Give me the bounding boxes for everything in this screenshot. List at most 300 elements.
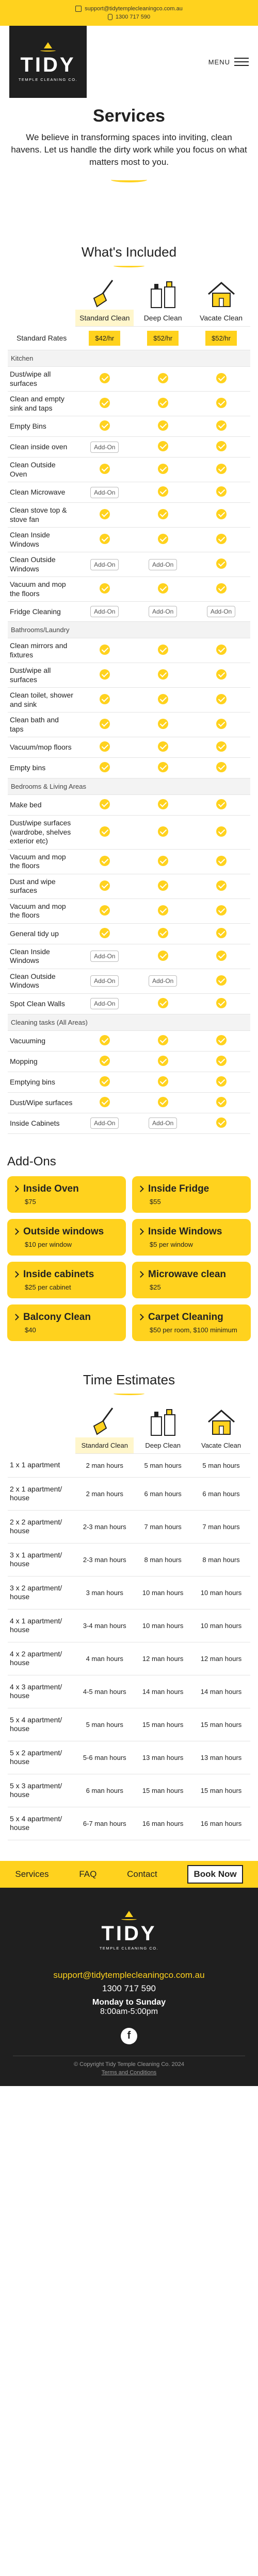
addon-name: Outside windows bbox=[23, 1226, 104, 1237]
check-icon bbox=[216, 464, 227, 474]
check-icon bbox=[158, 826, 168, 837]
table-row bbox=[8, 1807, 250, 1840]
column-header: Vacate Clean bbox=[192, 1437, 250, 1454]
table-row bbox=[8, 1477, 250, 1510]
property-type: 5 x 3 apartment/ house bbox=[8, 1774, 75, 1807]
bottles-icon bbox=[145, 278, 181, 310]
hours-estimate: 6 man hours bbox=[192, 1477, 250, 1510]
hours-estimate: 10 man hours bbox=[192, 1576, 250, 1609]
addon-badge: Add-On bbox=[149, 975, 177, 987]
task-label: Vacuuming bbox=[8, 1030, 75, 1051]
hero-text: We believe in transforming spaces into inviting, clean havens. Let us handle the dirty work while you focus on what matters most to you. bbox=[11, 132, 247, 167]
check-icon bbox=[100, 1097, 110, 1107]
check-icon bbox=[100, 645, 110, 655]
addon-badge: Add-On bbox=[90, 442, 119, 453]
logo-name: TIDY bbox=[20, 53, 76, 76]
topbar-email[interactable]: support@tidytemplecleaningco.com.au bbox=[85, 6, 183, 12]
addon-price: $40 bbox=[25, 1326, 36, 1334]
hours-estimate: 7 man hours bbox=[134, 1510, 192, 1543]
addon-price: $25 per cabinet bbox=[25, 1283, 71, 1291]
check-icon bbox=[158, 645, 168, 655]
check-icon bbox=[158, 880, 168, 891]
check-icon bbox=[216, 1056, 227, 1066]
table-row bbox=[8, 1609, 250, 1642]
check-icon bbox=[216, 905, 227, 916]
check-icon bbox=[158, 398, 168, 408]
table-row bbox=[8, 713, 250, 737]
estimates-title: Time Estimates bbox=[83, 1371, 175, 1387]
addon-card bbox=[7, 1304, 126, 1341]
rate-badge: $42/hr bbox=[89, 331, 120, 346]
chevron-right-icon bbox=[137, 1229, 144, 1235]
addon-badge: Add-On bbox=[149, 606, 177, 617]
check-icon bbox=[216, 534, 227, 544]
check-icon bbox=[158, 1056, 168, 1066]
table-row bbox=[8, 944, 250, 969]
hours-estimate: 13 man hours bbox=[192, 1741, 250, 1774]
hours-estimate: 4-5 man hours bbox=[75, 1675, 134, 1708]
table-row bbox=[8, 1741, 250, 1774]
check-icon bbox=[216, 880, 227, 891]
check-icon bbox=[216, 486, 227, 497]
check-icon bbox=[100, 799, 110, 809]
check-icon bbox=[216, 1035, 227, 1045]
property-type: 4 x 1 apartment/ house bbox=[8, 1609, 75, 1642]
task-label: Dust and wipe surfaces bbox=[8, 874, 75, 899]
squiggle-divider bbox=[114, 1392, 144, 1395]
table-row bbox=[8, 816, 250, 850]
logo-name: TIDY bbox=[101, 1922, 157, 1945]
logo-tagline: TEMPLE CLEANING CO. bbox=[99, 1946, 159, 1951]
hours-estimate: 15 man hours bbox=[134, 1774, 192, 1807]
table-row bbox=[8, 663, 250, 688]
table-row bbox=[8, 552, 250, 577]
check-icon bbox=[158, 1076, 168, 1087]
task-label: Vacuum and mop the floors bbox=[8, 849, 75, 874]
chevron-right-icon bbox=[12, 1314, 19, 1321]
menu-label: MENU bbox=[208, 58, 230, 66]
rate-badge: $52/hr bbox=[205, 331, 237, 346]
hours-estimate: 2 man hours bbox=[75, 1453, 134, 1477]
table-row bbox=[8, 1774, 250, 1807]
task-label: Clean Inside Windows bbox=[8, 944, 75, 969]
check-icon bbox=[100, 669, 110, 680]
estimates-table bbox=[8, 1405, 250, 1840]
table-row bbox=[8, 638, 250, 663]
task-label: Clean and empty sink and taps bbox=[8, 392, 75, 416]
check-icon bbox=[158, 1097, 168, 1107]
table-row bbox=[8, 737, 250, 758]
table-row bbox=[8, 457, 250, 482]
task-label: Clean Outside Windows bbox=[8, 969, 75, 993]
check-icon bbox=[216, 856, 227, 866]
bottom-nav bbox=[0, 1861, 258, 1888]
column-icon-1 bbox=[134, 1405, 192, 1437]
property-type: 1 x 1 apartment bbox=[8, 1453, 75, 1477]
hours-estimate: 8 man hours bbox=[192, 1543, 250, 1576]
check-icon bbox=[158, 669, 168, 680]
table-row bbox=[8, 1092, 250, 1113]
hours-estimate: 16 man hours bbox=[192, 1807, 250, 1840]
table-row bbox=[8, 1030, 250, 1051]
section-heading: Kitchen bbox=[8, 350, 250, 367]
task-label: Inside Cabinets bbox=[8, 1113, 75, 1133]
check-icon bbox=[216, 1097, 227, 1107]
email-icon bbox=[75, 6, 82, 12]
table-row bbox=[8, 392, 250, 416]
addon-name: Inside Fridge bbox=[148, 1183, 209, 1194]
table-row bbox=[8, 1543, 250, 1576]
check-icon bbox=[100, 928, 110, 938]
check-icon bbox=[158, 694, 168, 704]
chevron-right-icon bbox=[137, 1314, 144, 1321]
addon-price: $25 bbox=[150, 1283, 161, 1291]
property-type: 5 x 2 apartment/ house bbox=[8, 1741, 75, 1774]
task-label: Empty Bins bbox=[8, 416, 75, 437]
hours-estimate: 15 man hours bbox=[192, 1708, 250, 1741]
check-icon bbox=[158, 928, 168, 938]
table-row bbox=[8, 503, 250, 528]
addon-price: $50 per room, $100 minimum bbox=[150, 1326, 237, 1334]
check-icon bbox=[216, 928, 227, 938]
hours-estimate: 10 man hours bbox=[134, 1576, 192, 1609]
task-label: Dust/wipe surfaces (wardrobe, shelves exterior etc) bbox=[8, 816, 75, 850]
addon-card bbox=[132, 1304, 251, 1341]
addon-card bbox=[132, 1176, 251, 1213]
check-icon bbox=[216, 826, 227, 837]
task-label: Vacuum/mop floors bbox=[8, 737, 75, 758]
check-icon bbox=[100, 880, 110, 891]
task-label: Clean Outside Oven bbox=[8, 457, 75, 482]
check-icon bbox=[100, 420, 110, 431]
hours-estimate: 6-7 man hours bbox=[75, 1807, 134, 1840]
addon-card bbox=[132, 1262, 251, 1298]
hours-estimate: 3-4 man hours bbox=[75, 1609, 134, 1642]
check-icon bbox=[100, 464, 110, 474]
book-now-button[interactable]: Book Now bbox=[187, 1865, 243, 1884]
addons-title: Add-Ons bbox=[7, 1154, 56, 1168]
addons-grid bbox=[0, 1176, 258, 1341]
bottles-icon bbox=[145, 1405, 181, 1437]
hours-estimate: 4 man hours bbox=[75, 1642, 134, 1675]
task-label: Vacuum and mop the floors bbox=[8, 899, 75, 923]
hours-estimate: 10 man hours bbox=[192, 1609, 250, 1642]
hours-estimate: 3 man hours bbox=[75, 1576, 134, 1609]
check-icon bbox=[100, 583, 110, 594]
hours-estimate: 2 man hours bbox=[75, 1477, 134, 1510]
property-type: 2 x 2 apartment/ house bbox=[8, 1510, 75, 1543]
hours-estimate: 5 man hours bbox=[75, 1708, 134, 1741]
check-icon bbox=[216, 975, 227, 986]
table-row bbox=[8, 1642, 250, 1675]
drop-icon bbox=[44, 42, 52, 48]
check-icon bbox=[158, 905, 168, 916]
task-label: Vacuum and mop the floors bbox=[8, 577, 75, 602]
check-icon bbox=[216, 441, 227, 451]
task-label: Empty bins bbox=[8, 758, 75, 778]
check-icon bbox=[216, 420, 227, 431]
addon-badge: Add-On bbox=[149, 1117, 177, 1129]
check-icon bbox=[216, 398, 227, 408]
check-icon bbox=[158, 719, 168, 729]
section-heading: Bedrooms & Living Areas bbox=[8, 778, 250, 795]
rate-badge: $52/hr bbox=[147, 331, 179, 346]
property-type: 5 x 4 apartment/ house bbox=[8, 1807, 75, 1840]
hours-estimate: 10 man hours bbox=[134, 1609, 192, 1642]
topbar-phone[interactable]: 1300 717 590 bbox=[115, 14, 151, 20]
hours-estimate: 8 man hours bbox=[134, 1543, 192, 1576]
hours-estimate: 16 man hours bbox=[134, 1807, 192, 1840]
addon-badge: Add-On bbox=[149, 559, 177, 570]
terms-link[interactable]: Terms and Conditions bbox=[101, 2069, 157, 2076]
hours-estimate: 2-3 man hours bbox=[75, 1510, 134, 1543]
task-label: Spot Clean Walls bbox=[8, 993, 75, 1014]
check-icon bbox=[100, 905, 110, 916]
check-icon bbox=[100, 826, 110, 837]
check-icon bbox=[100, 509, 110, 519]
hours-estimate: 12 man hours bbox=[134, 1642, 192, 1675]
table-row bbox=[8, 899, 250, 923]
house-icon bbox=[203, 278, 239, 310]
hero-section bbox=[0, 98, 258, 193]
addon-price: $5 per window bbox=[150, 1240, 193, 1248]
check-icon bbox=[158, 464, 168, 474]
property-type: 4 x 2 apartment/ house bbox=[8, 1642, 75, 1675]
table-row bbox=[8, 688, 250, 713]
check-icon bbox=[100, 1076, 110, 1087]
check-icon bbox=[216, 1117, 227, 1128]
check-icon bbox=[158, 509, 168, 519]
column-header: Deep Clean bbox=[134, 1437, 192, 1454]
task-label: Clean inside oven bbox=[8, 437, 75, 457]
table-row bbox=[8, 993, 250, 1014]
addon-name: Inside cabinets bbox=[23, 1268, 94, 1280]
addon-card bbox=[7, 1219, 126, 1256]
table-row bbox=[8, 1510, 250, 1543]
drop-icon bbox=[125, 1911, 133, 1917]
column-icon-0 bbox=[75, 278, 134, 310]
task-label: Clean Microwave bbox=[8, 482, 75, 503]
footer-email[interactable]: support@tidytemplecleaningco.com.au bbox=[53, 1970, 205, 1980]
hours-estimate: 15 man hours bbox=[134, 1708, 192, 1741]
hours-estimate: 12 man hours bbox=[192, 1642, 250, 1675]
column-icon-2 bbox=[192, 1405, 250, 1437]
check-icon bbox=[100, 719, 110, 729]
facebook-icon[interactable]: f bbox=[121, 2028, 137, 2044]
addon-card bbox=[7, 1176, 126, 1213]
check-icon bbox=[216, 1076, 227, 1087]
phone-icon bbox=[108, 14, 112, 20]
check-icon bbox=[158, 373, 168, 383]
hours-estimate: 5 man hours bbox=[192, 1453, 250, 1477]
check-icon bbox=[216, 694, 227, 704]
addon-badge: Add-On bbox=[90, 606, 119, 617]
page-title: Services bbox=[93, 106, 165, 126]
check-icon bbox=[216, 741, 227, 752]
menu-button[interactable] bbox=[208, 58, 249, 66]
chevron-right-icon bbox=[137, 1272, 144, 1278]
task-label: Dust/Wipe surfaces bbox=[8, 1092, 75, 1113]
site-logo[interactable] bbox=[9, 26, 87, 98]
included-table bbox=[8, 278, 250, 1134]
task-label: Clean Inside Windows bbox=[8, 528, 75, 552]
addon-price: $55 bbox=[150, 1197, 161, 1206]
squiggle-divider bbox=[114, 264, 144, 267]
table-row bbox=[8, 969, 250, 993]
addon-badge: Add-On bbox=[90, 1117, 119, 1129]
addon-badge: Add-On bbox=[90, 951, 119, 962]
property-type: 3 x 1 apartment/ house bbox=[8, 1543, 75, 1576]
nav-faq[interactable]: FAQ bbox=[79, 1869, 97, 1879]
check-icon bbox=[158, 856, 168, 866]
hours-estimate: 15 man hours bbox=[192, 1774, 250, 1807]
table-row bbox=[8, 1708, 250, 1741]
site-header bbox=[0, 26, 258, 98]
check-icon bbox=[216, 799, 227, 809]
task-label: Clean bath and taps bbox=[8, 713, 75, 737]
column-header: Deep Clean bbox=[134, 310, 192, 327]
hours-estimate: 6 man hours bbox=[75, 1774, 134, 1807]
table-row bbox=[8, 602, 250, 622]
property-type: 3 x 2 apartment/ house bbox=[8, 1576, 75, 1609]
table-row bbox=[8, 1051, 250, 1072]
copyright: © Copyright Tidy Temple Cleaning Co. 2024 bbox=[74, 2061, 184, 2067]
check-icon bbox=[100, 694, 110, 704]
check-icon bbox=[158, 441, 168, 451]
check-icon bbox=[158, 951, 168, 961]
task-label: Mopping bbox=[8, 1051, 75, 1072]
table-row bbox=[8, 367, 250, 392]
task-label: Clean toilet, shower and sink bbox=[8, 688, 75, 713]
check-icon bbox=[100, 1056, 110, 1066]
addon-name: Carpet Cleaning bbox=[148, 1311, 223, 1323]
chevron-right-icon bbox=[12, 1186, 19, 1193]
property-type: 2 x 1 apartment/ house bbox=[8, 1477, 75, 1510]
chevron-right-icon bbox=[137, 1186, 144, 1193]
check-icon bbox=[216, 951, 227, 961]
footer-phone[interactable]: 1300 717 590 bbox=[102, 1983, 156, 1993]
addon-price: $10 per window bbox=[25, 1240, 72, 1248]
check-icon bbox=[216, 583, 227, 594]
task-label: Emptying bins bbox=[8, 1072, 75, 1092]
check-icon bbox=[100, 534, 110, 544]
hours-estimate: 7 man hours bbox=[192, 1510, 250, 1543]
table-row bbox=[8, 416, 250, 437]
check-icon bbox=[100, 373, 110, 383]
addon-price: $75 bbox=[25, 1197, 36, 1206]
check-icon bbox=[100, 762, 110, 772]
table-row bbox=[8, 923, 250, 944]
column-icon-0 bbox=[75, 1405, 134, 1437]
check-icon bbox=[158, 486, 168, 497]
hours-estimate: 5-6 man hours bbox=[75, 1741, 134, 1774]
table-row bbox=[8, 528, 250, 552]
footer-days: Monday to Sunday bbox=[92, 1997, 166, 2007]
task-label: Clean Outside Windows bbox=[8, 552, 75, 577]
column-icon-1 bbox=[134, 278, 192, 310]
check-icon bbox=[158, 1035, 168, 1045]
check-icon bbox=[216, 373, 227, 383]
check-icon bbox=[158, 799, 168, 809]
task-label: Dust/wipe all surfaces bbox=[8, 663, 75, 688]
addon-card bbox=[7, 1262, 126, 1298]
table-row bbox=[8, 874, 250, 899]
check-icon bbox=[216, 998, 227, 1008]
hours-estimate: 14 man hours bbox=[134, 1675, 192, 1708]
nav-services[interactable]: Services bbox=[15, 1869, 49, 1879]
table-row bbox=[8, 577, 250, 602]
hours-estimate: 6 man hours bbox=[134, 1477, 192, 1510]
column-header: Standard Clean bbox=[75, 310, 134, 327]
check-icon bbox=[216, 645, 227, 655]
property-type: 4 x 3 apartment/ house bbox=[8, 1675, 75, 1708]
addon-badge: Add-On bbox=[90, 998, 119, 1009]
addon-badge: Add-On bbox=[90, 559, 119, 570]
footer-logo[interactable] bbox=[90, 1900, 168, 1962]
task-label: Make bed bbox=[8, 795, 75, 816]
table-row bbox=[8, 795, 250, 816]
logo-wave bbox=[121, 1918, 137, 1920]
logo-wave bbox=[40, 49, 56, 52]
addons-section bbox=[0, 1155, 258, 1341]
check-icon bbox=[100, 1035, 110, 1045]
table-row bbox=[8, 437, 250, 457]
addon-badge: Add-On bbox=[90, 975, 119, 987]
property-type: 5 x 4 apartment/ house bbox=[8, 1708, 75, 1741]
check-icon bbox=[158, 420, 168, 431]
check-icon bbox=[216, 762, 227, 772]
broom-icon bbox=[87, 278, 123, 310]
included-title: What's Included bbox=[81, 244, 177, 260]
table-row bbox=[8, 758, 250, 778]
hamburger-icon bbox=[234, 58, 249, 66]
task-label: Fridge Cleaning bbox=[8, 602, 75, 622]
table-row bbox=[8, 1675, 250, 1708]
column-icon-2 bbox=[192, 278, 250, 310]
broom-icon bbox=[87, 1405, 123, 1437]
section-heading: Cleaning tasks (All Areas) bbox=[8, 1014, 250, 1030]
addon-badge: Add-On bbox=[90, 487, 119, 498]
addon-name: Microwave clean bbox=[148, 1268, 227, 1280]
table-row bbox=[8, 1576, 250, 1609]
hours-estimate: 2-3 man hours bbox=[75, 1543, 134, 1576]
task-label: General tidy up bbox=[8, 923, 75, 944]
nav-contact[interactable]: Contact bbox=[127, 1869, 157, 1879]
table-row bbox=[8, 1453, 250, 1477]
check-icon bbox=[100, 398, 110, 408]
table-row bbox=[8, 482, 250, 503]
task-label: Clean mirrors and fixtures bbox=[8, 638, 75, 663]
check-icon bbox=[216, 558, 227, 569]
check-icon bbox=[100, 741, 110, 752]
task-label: Dust/wipe all surfaces bbox=[8, 367, 75, 392]
chevron-right-icon bbox=[12, 1229, 19, 1235]
top-contact-bar bbox=[0, 0, 258, 26]
site-footer bbox=[0, 1888, 258, 2086]
check-icon bbox=[158, 741, 168, 752]
hours-estimate: 5 man hours bbox=[134, 1453, 192, 1477]
squiggle-divider bbox=[111, 177, 147, 182]
addon-card bbox=[132, 1219, 251, 1256]
section-heading: Bathrooms/Laundry bbox=[8, 622, 250, 638]
check-icon bbox=[158, 534, 168, 544]
table-row bbox=[8, 1072, 250, 1092]
check-icon bbox=[158, 998, 168, 1008]
rates-label: Standard Rates bbox=[8, 327, 75, 350]
check-icon bbox=[216, 509, 227, 519]
addon-name: Inside Oven bbox=[23, 1183, 79, 1194]
table-row bbox=[8, 1113, 250, 1133]
